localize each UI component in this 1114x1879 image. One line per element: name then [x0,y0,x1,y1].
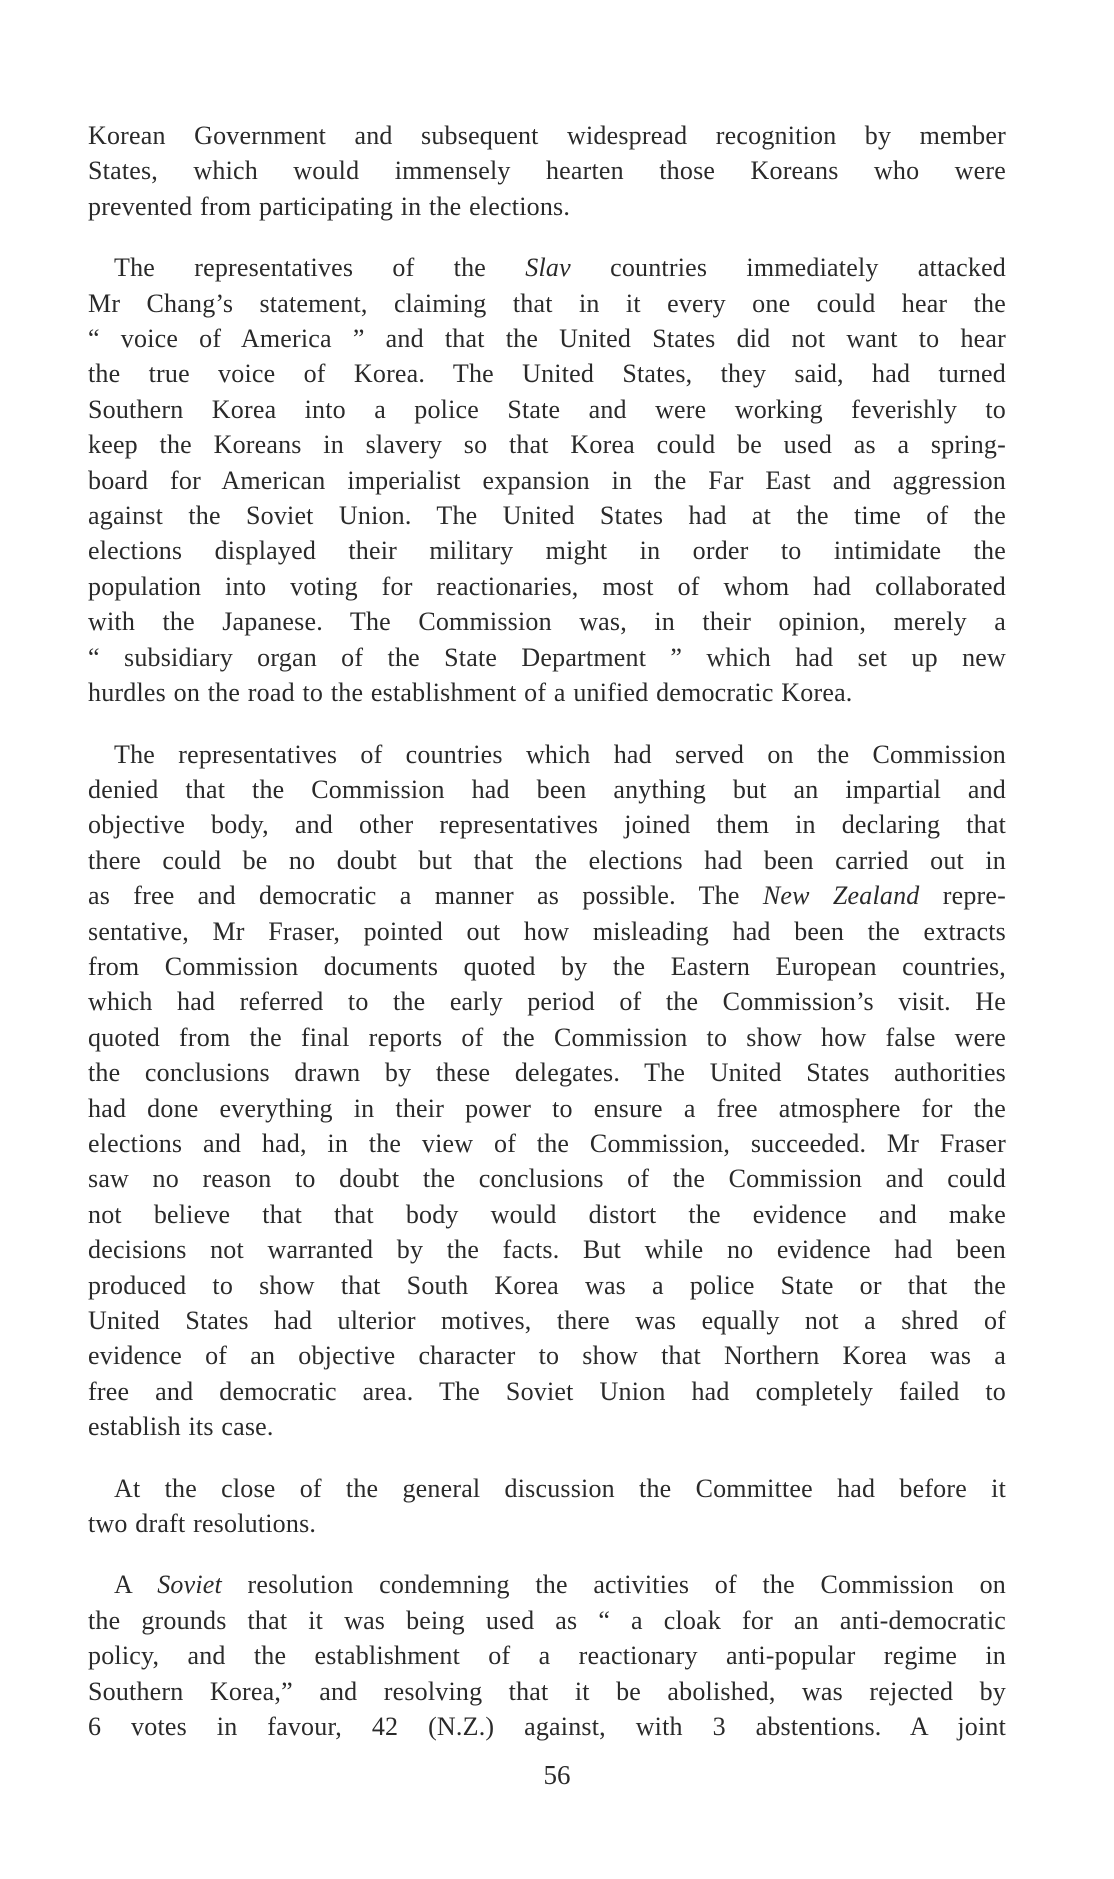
text-line: States, which would immensely hearten those Koreans who were [88,156,1006,186]
paragraph-3 [88,737,1006,1445]
text-line: board for American imperialist expansion in the Far East and aggression [88,465,1006,495]
text-line: the conclusions drawn by these delegates. The United States authorities [88,1058,1006,1088]
text-line [88,1567,1006,1602]
italic-country-name: New Zealand [762,881,920,911]
text-segment: countries immediately attacked [570,253,1007,283]
text-line: The representatives of countries which had served on the Commission [114,739,1006,769]
text-line: there could be no doubt but that the elections had been carried out in [88,845,1006,875]
text-line: denied that the Commission had been anything but an impartial and [88,774,1006,804]
text-line: Korean Government and subsequent widespread recognition by member [88,121,1006,150]
text-line: prevented from participating in the elections. [88,191,571,221]
text-line [88,250,1006,285]
text-line: 6 votes in favour, 42 (N.Z.) against, with 3 abstentions. A joint [88,1712,1006,1742]
text-segment: resolution condemning the activities of the Commission on [221,1570,1006,1600]
text-line: evidence of an objective character to show that Northern Korea was a [88,1341,1006,1371]
text-line: the grounds that it was being used as “ a cloak for an anti-democratic [88,1605,1006,1635]
text-line: not believe that that body would distort the evidence and make [88,1199,1006,1229]
paragraph-1 [88,118,1006,224]
text-line: had done everything in their power to ensure a free atmosphere for the [88,1093,1006,1123]
text-line: quoted from the final reports of the Commission to show how false were [88,1022,1006,1052]
text-line: At the close of the general discussion the Committee had before it [114,1473,1006,1503]
text-line: with the Japanese. The Commission was, in their opinion, merely a [88,607,1006,637]
page-body [88,118,1006,1744]
text-line: establish its case. [88,1412,274,1442]
text-line: against the Soviet Union. The United States had at the time of the [88,501,1006,531]
text-line: hurdles on the road to the establishment of a unified democratic Korea. [88,678,853,708]
text-segment: The representatives of the [114,253,526,283]
text-line: produced to show that South Korea was a police State or that the [88,1270,1006,1300]
paragraph-4 [88,1471,1006,1542]
text-line: population into voting for reactionaries, most of whom had collaborated [88,571,1006,601]
text-line: the true voice of Korea. The United States, they said, had turned [88,359,1006,389]
text-segment: repre- [919,881,1006,911]
text-line: United States had ulterior motives, there was equally not a shred of [88,1306,1006,1335]
text-line: policy, and the establishment of a reactionary anti-popular regime in [88,1641,1006,1671]
text-line: free and democratic area. The Soviet Union had completely failed to [88,1376,1006,1406]
text-line: decisions not warranted by the facts. But while no evidence had been [88,1235,1006,1265]
text-line: elections and had, in the view of the Commission, succeeded. Mr Fraser [88,1128,1006,1158]
text-line: elections displayed their military might in order to intimidate the [88,536,1006,566]
text-line: Mr Chang’s statement, claiming that in it every one could hear the [88,288,1006,318]
text-line: saw no reason to doubt the conclusions of the Commission and could [88,1164,1006,1194]
text-line: sentative, Mr Fraser, pointed out how misleading had been the extracts [88,916,1006,946]
text-line: Southern Korea into a police State and were working feverishly to [88,394,1006,424]
text-line: “ subsidiary organ of the State Department ” which had set up new [88,642,1006,672]
paragraph-2 [88,250,1006,710]
page-number: 56 [543,1760,571,1790]
paragraph-5 [88,1567,1006,1744]
text-segment: as free and democratic a manner as possible. The [88,881,763,911]
text-line: two draft resolutions. [88,1509,317,1539]
text-line: keep the Koreans in slavery so that Korea could be used as a spring- [88,430,1006,460]
text-line: objective body, and other representatives joined them in declaring that [88,810,1006,840]
text-line: from Commission documents quoted by the Eastern European countries, [88,951,1006,981]
text-segment: A [114,1570,158,1600]
text-line: which had referred to the early period of the Commission’s visit. He [88,987,1006,1017]
italic-country-name: Slav [525,253,571,283]
text-line [88,878,1006,913]
text-line: Southern Korea,” and resolving that it be abolished, was rejected by [88,1676,1006,1706]
text-line: “ voice of America ” and that the United States did not want to hear [88,324,1006,354]
italic-country-name: Soviet [157,1570,222,1600]
